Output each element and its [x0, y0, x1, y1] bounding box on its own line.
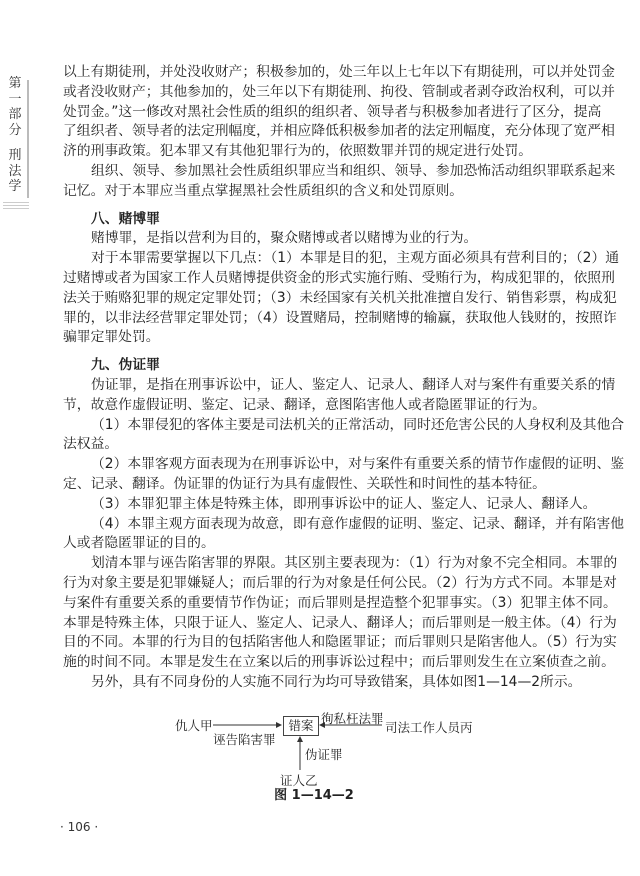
part-label: 第一部分: [8, 76, 22, 138]
text-line: 本罪是特殊主体，只限于证人、鉴定人、记录人、翻译人；而后罪则是一般主体。（4）行为: [63, 614, 617, 631]
text-line: 法权益。: [63, 436, 119, 453]
text-line: 法关于贿赂犯罪的规定定罪处罚；（3）未经国家有关机关批准擅自发行、销售彩票，构成犯: [63, 289, 617, 306]
page-number: · 106 ·: [60, 820, 99, 834]
text-line: 节，故意作虚假证明、鉴定、记录、翻译，意图陷害他人或者隐匿罪证的行为。: [63, 396, 546, 413]
left-crime: 诬告陷害罪: [213, 732, 276, 747]
right-actor: 司法工作人员丙: [385, 720, 473, 735]
section-heading: 九、伪证罪: [91, 357, 160, 374]
text-line: （4）本罪主观方面表现为故意，即有意作虚假的证明、鉴定、记录、翻译，并有陷害他: [91, 515, 625, 532]
text-line: 行为对象主要是犯罪嫌疑人；而后罪的行为对象是任何公民。（2）行为方式不同。本罪是对: [63, 574, 617, 591]
text-line: 与案件有重要关系的重要情节作伪证；而后罪则是捏造整个犯罪事实。（3）犯罪主体不同。: [63, 594, 617, 611]
text-line: 济的刑事政策。犯本罪又有其他犯罪行为的，依照数罪并罚的规定进行处罚。: [63, 143, 533, 160]
text-line: 处罚金。”这一修改对黑社会性质的组织的组织者、领导者与积极参加者进行了区分，提高: [63, 103, 602, 120]
text-line: 目的不同。本罪的行为目的包括陷害他人和隐匿罪证；而后罪则只是陷害他人。（5）行为实: [63, 634, 617, 651]
text-line: （2）本罪客观方面表现为在刑事诉讼中，对与案件有重要关系的情节作虚假的证明、鉴: [91, 456, 625, 473]
text-line: 记忆。对于本罪应当重点掌握黑社会性质组织的含义和处罚原则。: [63, 182, 464, 199]
left-actor: 仇人甲: [175, 718, 213, 733]
text-line: 伪证罪，是指在刑事诉讼中，证人、鉴定人、记录人、翻译人对与案件有重要关系的情: [91, 376, 616, 393]
text-line: 或者没收财产；其他参加的，处三年以下有期徒刑、拘役、管制或者剥夺政治权利，可以并: [63, 83, 615, 100]
subject-label: 刑法学: [8, 148, 22, 194]
bottom-crime: 伪证罪: [305, 747, 343, 762]
text-line: 划清本罪与诬告陷害罪的界限。其区别主要表现为：（1）行为对象不完全相同。本罪的: [91, 555, 618, 572]
bottom-actor: 证人乙: [280, 773, 318, 788]
text-line: 人或者隐匿罪证的目的。: [63, 535, 215, 552]
text-line: 罪的，以非法经营罪定罪处罚；（4）设置赌局，控制赌博的输赢，获取他人钱财的，按照诈: [63, 309, 617, 326]
text-line: 施的时间不同。本罪是发生在立案以后的刑事诉讼过程中；而后罪则发生在立案侦查之前。: [63, 654, 615, 671]
text-line: 组织、领导、参加黑社会性质组织罪应当和组织、领导、参加恐怖活动组织罪联系起来: [91, 162, 616, 179]
text-line: （3）本罪犯罪主体是特殊主体，即刑事诉讼中的证人、鉴定人、记录人、翻译人。: [91, 495, 597, 512]
text-line: 骗罪定罪处罚。: [63, 329, 160, 346]
figure-caption: 图 1—14—2: [274, 788, 354, 803]
case-box: 错案: [283, 716, 319, 736]
text-line: 以上有期徒刑，并处没收财产；积极参加的，处三年以上七年以下有期徒刑，可以并处罚金: [63, 64, 615, 80]
text-line: 了组织者、领导者的法定刑幅度，并相应降低积极参加者的法定刑幅度，充分体现了宽严相: [63, 123, 615, 140]
text-line: 过赌博或者为国家工作人员赌博提供资金的形式实施行贿、受贿行为，构成犯罪的，依照刑: [63, 269, 615, 286]
text-line: 另外，具有不同身份的人实施不同行为均可导致错案，具体如图1—14—2所示。: [91, 673, 582, 690]
text-line: （1）本罪侵犯的客体主要是司法机关的正常活动，同时还危害公民的人身权利及其他合: [91, 416, 625, 433]
section-heading: 八、赌博罪: [91, 210, 160, 227]
text-line: 赌博罪，是指以营利为目的，聚众赌博或者以赌博为业的行为。: [91, 230, 478, 247]
text-line: 定、记录、翻译。伪证罪的伪证行为具有虚假性、关联性和时间性的基本特征。: [63, 475, 546, 492]
text-line: 对于本罪需要掌握以下几点：（1）本罪是目的犯，主观方面必须具有营利目的；（2）通: [91, 250, 620, 267]
right-crime: 徇私枉法罪: [321, 711, 384, 726]
